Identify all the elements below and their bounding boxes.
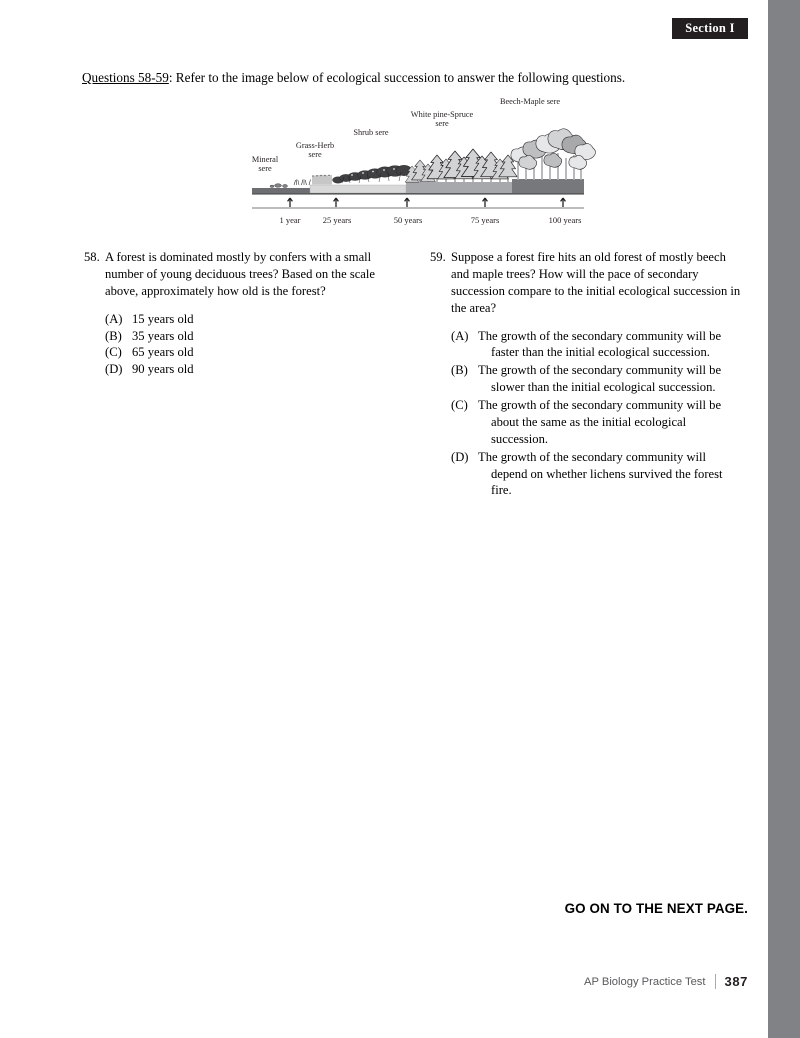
figure-tick-50-years: 50 years	[393, 215, 423, 225]
choice-letter: (C)	[451, 398, 468, 412]
choice-text: The growth of the secondary community will depend on whether lichens survived the forest fire.	[478, 449, 723, 498]
right-edge-bleed-bar	[768, 0, 800, 1038]
question-59-choice-b[interactable]	[451, 362, 742, 396]
choice-letter: (A)	[105, 311, 123, 326]
figure-shrub-stage	[333, 165, 413, 183]
choice-letter: (D)	[105, 362, 123, 377]
question-58-choice-c[interactable]	[105, 344, 396, 361]
figure-tick-75-years: 75 years	[470, 215, 500, 225]
choice-letter: (C)	[105, 345, 122, 360]
choice-text: 35 years old	[132, 328, 194, 343]
figure-conifer-stage	[405, 149, 517, 182]
question-59-choice-d[interactable]	[451, 449, 742, 500]
questions-range-label: Questions 58-59	[82, 70, 169, 85]
question-58-choice-b[interactable]	[105, 328, 396, 345]
figure-deciduous-stage	[511, 129, 596, 180]
choice-letter: (A)	[451, 328, 469, 343]
choice-text: 90 years old	[132, 362, 194, 377]
choice-letter: (D)	[451, 449, 469, 464]
questions-stem-text: : Refer to the image below of ecological succession to answer the following questions.	[168, 70, 626, 85]
figure-label-whitepine-line1: White pine-Spruce	[410, 110, 474, 119]
footer-divider	[715, 974, 716, 989]
figure-label-grassherb-line1: Grass-Herb	[295, 141, 335, 150]
footer-page-number: 387	[724, 974, 748, 989]
question-58-block	[84, 249, 396, 378]
question-59-choice-c[interactable]	[451, 397, 742, 448]
figure-label-mineral-line2: sere	[258, 164, 272, 173]
choice-letter: (B)	[105, 328, 122, 343]
question-59-choices	[430, 328, 742, 500]
figure-grass-herb-stage	[294, 175, 331, 185]
question-58-choice-a[interactable]	[105, 311, 396, 328]
choice-text: 15 years old	[132, 311, 194, 326]
choice-text: The growth of the secondary community will be faster than the initial ecological succession.	[478, 328, 722, 360]
section-badge: Section I	[672, 18, 748, 39]
footer-book-title: AP Biology Practice Test	[584, 975, 706, 988]
question-58-stem	[84, 249, 396, 300]
page-footer	[0, 974, 748, 989]
question-58-choices	[84, 311, 396, 379]
choice-text: 65 years old	[132, 345, 194, 360]
question-58-number: 58.	[84, 250, 100, 264]
question-59-text: Suppose a forest fire hits an old forest of mostly beech and maple trees? How will the pace of secondary succession compare to the initial ecological succession in the area?	[451, 250, 741, 315]
figure-label-shrub: Shrub sere	[353, 128, 389, 137]
figure-label-beechmaple: Beech-Maple sere	[499, 97, 561, 106]
question-59-stem	[430, 249, 742, 317]
question-58-choice-d[interactable]	[105, 361, 396, 378]
figure-label-whitepine-line2: sere	[435, 119, 449, 128]
figure-label-mineral-line1: Mineral	[251, 155, 279, 164]
figure-tick-25-years: 25 years	[322, 215, 352, 225]
figure-mineral-stage	[270, 184, 287, 188]
figure-tick-1-year: 1 year	[279, 215, 301, 225]
question-59-choice-a[interactable]	[451, 328, 742, 362]
choice-text: The growth of the secondary community will be slower than the initial ecological succession.	[478, 363, 722, 395]
figure-timeline-axis	[252, 198, 584, 225]
go-on-to-next-page-notice: GO ON TO THE NEXT PAGE.	[564, 901, 748, 916]
question-58-text: A forest is dominated mostly by confers with a small number of young deciduous trees? Based on the scale above, approximately how old is the forest?	[105, 250, 375, 298]
ecological-succession-figure	[232, 92, 602, 232]
questions-stem-line	[82, 69, 722, 87]
choice-text: The growth of the secondary community will be about the same as the initial ecological succession.	[478, 398, 722, 446]
figure-tick-100-years: 100 years	[548, 215, 582, 225]
figure-label-grassherb-line2: sere	[308, 150, 322, 159]
choice-letter: (B)	[451, 363, 468, 378]
question-59-block	[430, 249, 742, 500]
question-59-number: 59.	[430, 250, 446, 264]
